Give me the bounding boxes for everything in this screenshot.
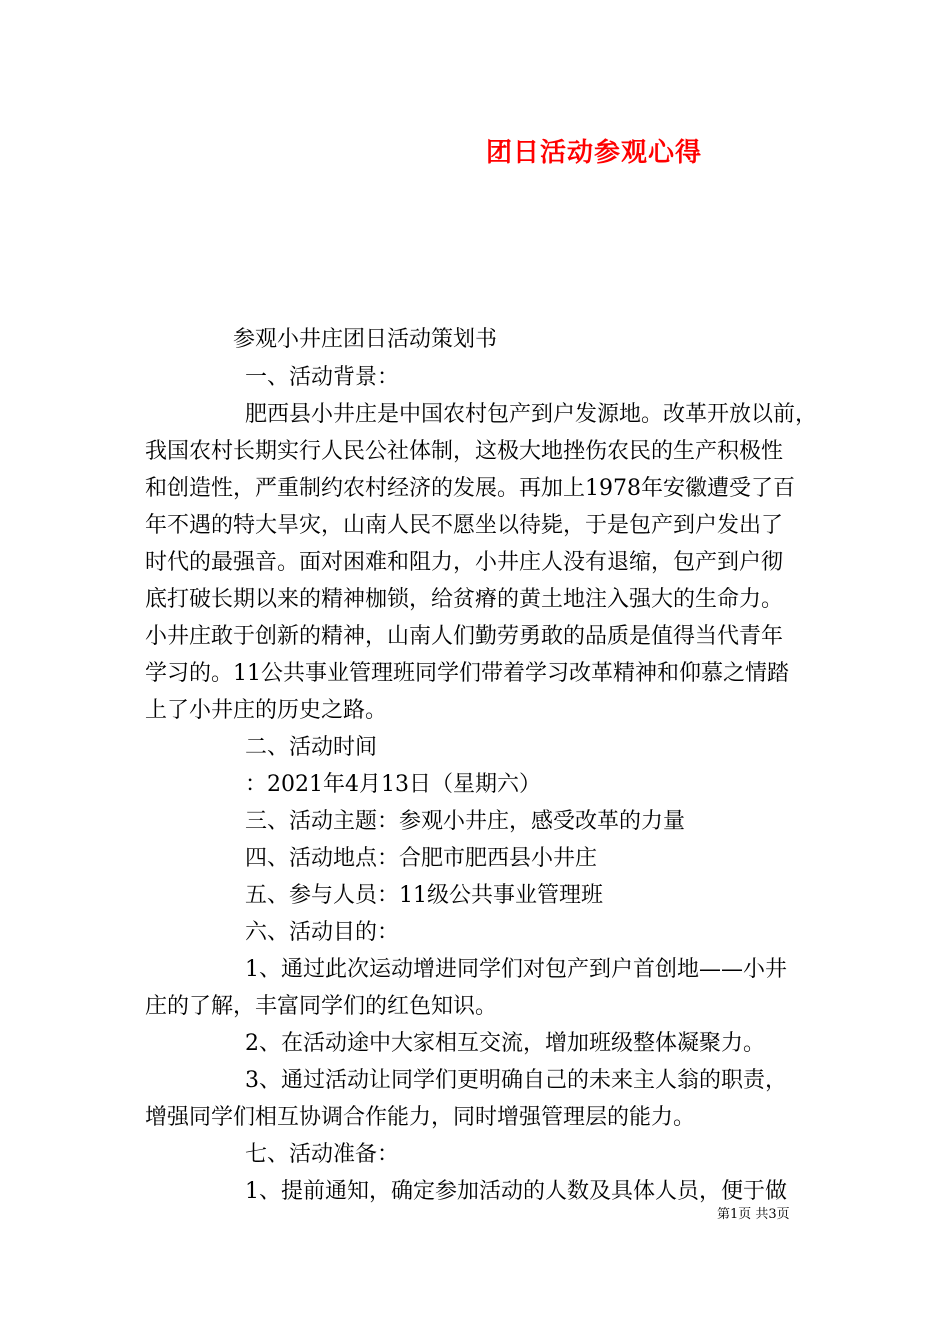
paragraph-line: 学习的。11公共事业管理班同学们带着学习改革精神和仰慕之情踏 — [145, 661, 789, 686]
page-number-footer: 第1页 共3页 — [717, 1207, 790, 1222]
section-heading: 一、活动背景： — [245, 365, 400, 390]
paragraph-line: 上了小井庄的历史之路。 — [145, 698, 388, 723]
section-heading: 七、活动准备： — [245, 1142, 400, 1167]
plan-title: 参观小井庄团日活动策划书 — [233, 327, 498, 352]
list-item: 1、通过此次运动增进同学们对包产到户首创地——小井 — [245, 957, 787, 982]
paragraph-line: 我国农村长期实行人民公社体制，这极大地挫伤农民的生产积极性 — [145, 439, 784, 464]
section-heading: 三、活动主题：参观小井庄，感受改革的力量 — [245, 809, 686, 834]
section-heading: 四、活动地点：合肥市肥西县小井庄 — [245, 846, 598, 871]
paragraph-line: 时代的最强音。面对困难和阻力，小井庄人没有退缩，包产到户彻 — [145, 550, 784, 575]
paragraph-line: 庄的了解，丰富同学们的红色知识。 — [145, 994, 498, 1019]
section-heading: 六、活动目的： — [245, 920, 400, 945]
section-heading: 五、参与人员：11级公共事业管理班 — [245, 883, 603, 908]
paragraph-line: 年不遇的特大旱灾，山南人民不愿坐以待毙，于是包产到户发出了 — [145, 513, 784, 538]
list-item: 1、提前通知，确定参加活动的人数及具体人员，便于做 — [245, 1179, 787, 1204]
paragraph-line: 增强同学们相互协调合作能力，同时增强管理层的能力。 — [145, 1105, 696, 1130]
paragraph-line: ：2021年4月13日（星期六） — [245, 772, 541, 797]
document-title: 团日活动参观心得 — [486, 138, 703, 168]
list-item: 3、通过活动让同学们更明确自己的未来主人翁的职责， — [245, 1068, 787, 1093]
paragraph-line: 和创造性，严重制约农村经济的发展。再加上1978年安徽遭受了百 — [145, 476, 795, 501]
section-heading: 二、活动时间 — [245, 735, 378, 760]
list-item: 2、在活动途中大家相互交流，增加班级整体凝聚力。 — [245, 1031, 765, 1056]
paragraph-line: 底打破长期以来的精神枷锁，给贫瘠的黄土地注入强大的生命力。 — [145, 587, 784, 612]
paragraph-line: 小井庄敢于创新的精神，山南人们勤劳勇敢的品质是值得当代青年 — [145, 624, 784, 649]
paragraph-line: 肥西县小井庄是中国农村包产到户发源地。改革开放以前， — [245, 402, 818, 427]
